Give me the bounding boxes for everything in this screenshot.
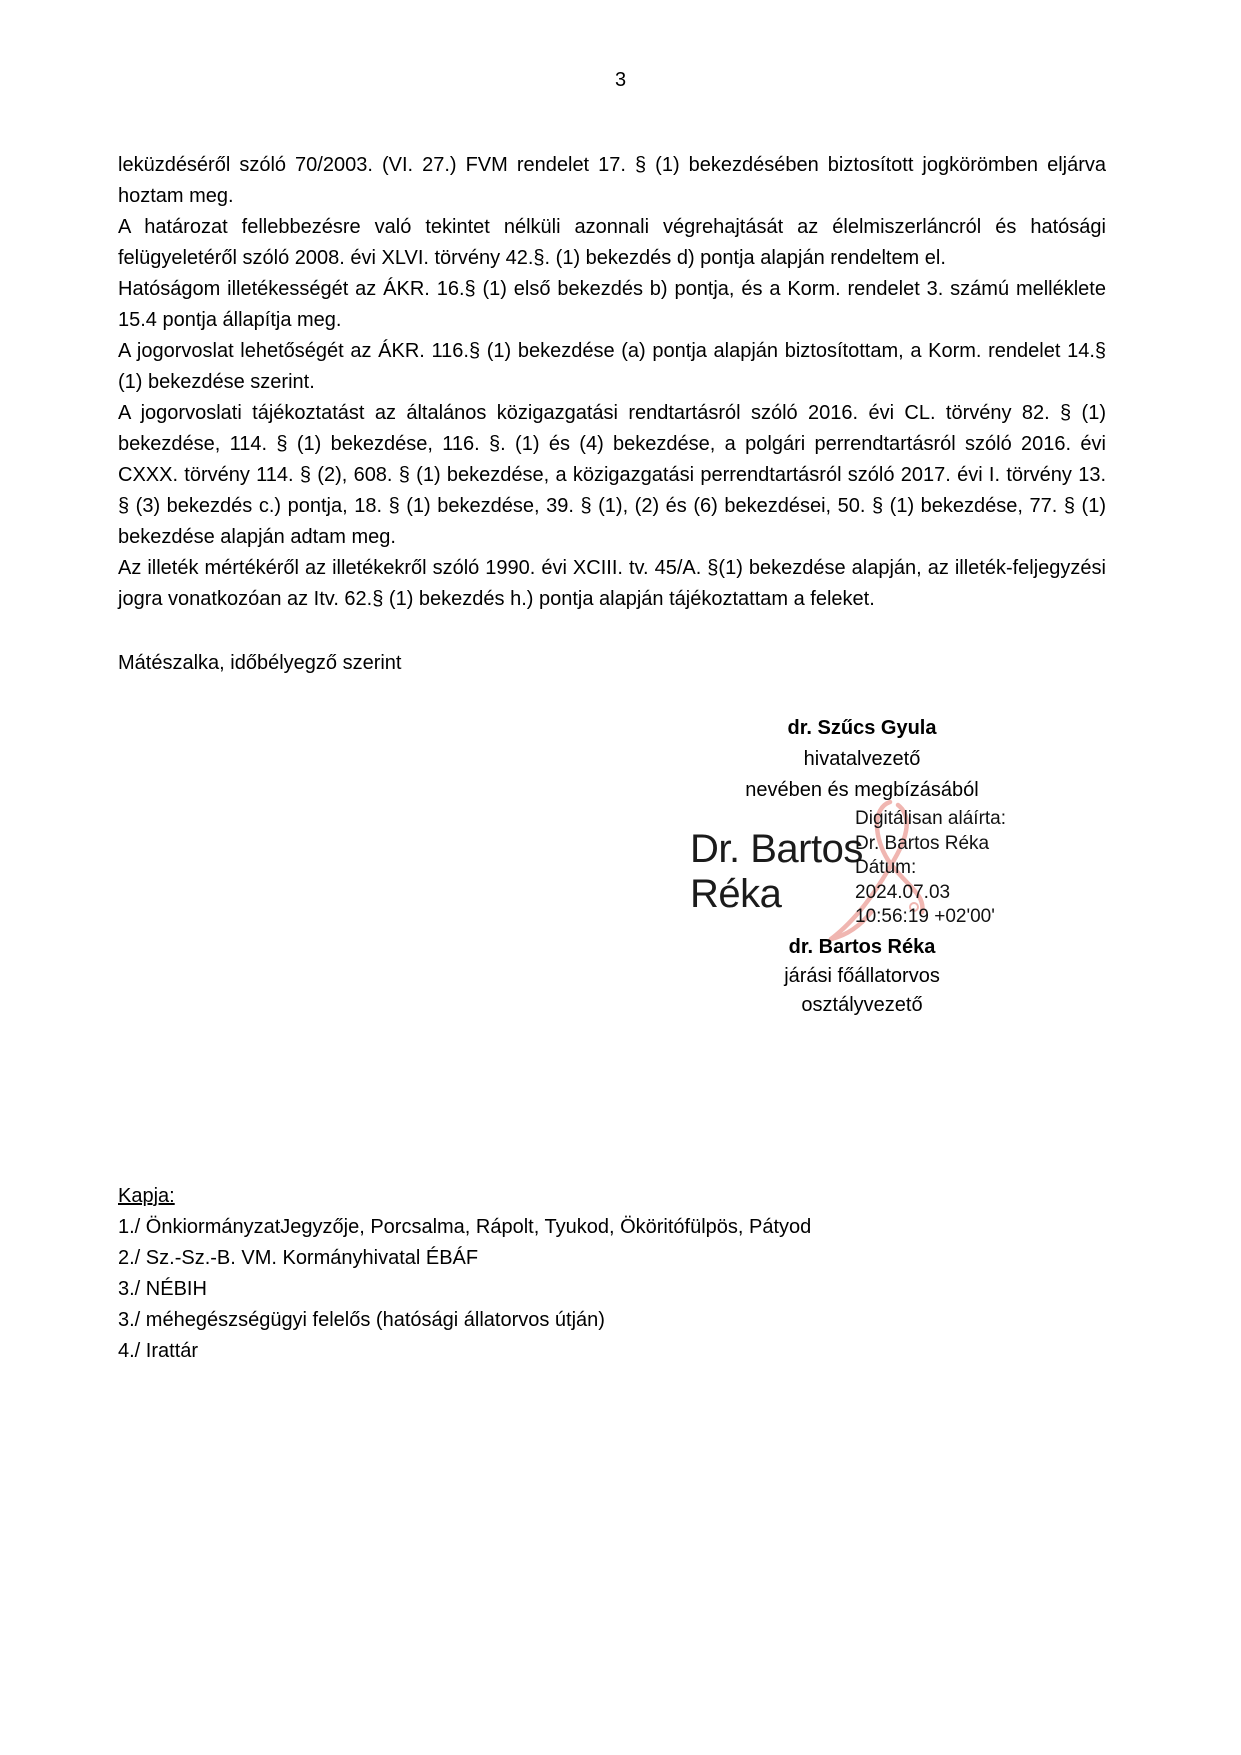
distribution-item: 2./ Sz.-Sz.-B. VM. Kormányhivatal ÉBÁF bbox=[118, 1247, 479, 1269]
distribution-item: 4./ Irattár bbox=[118, 1340, 199, 1362]
on-behalf-text: nevében és megbízásából bbox=[745, 779, 979, 801]
signature-details-line: 2024.07.03 bbox=[855, 881, 951, 903]
signature-details bbox=[855, 807, 1135, 930]
paragraph: A jogorvoslat lehetőségét az ÁKR. 116.§ (1) bekezdése (a) pontja alapján biztosítottam, a Korm. rendelet 14.§ (1) bekezdése szerint. bbox=[118, 340, 1106, 393]
signature-appearance-name: Dr. Bartos Réka bbox=[690, 827, 863, 916]
signature-details-line: Dátum: bbox=[855, 857, 917, 878]
principal-signer-block bbox=[562, 713, 1162, 806]
distribution-item: 3./ méhegészségügyi felelős (hatósági állatorvos útján) bbox=[118, 1309, 605, 1331]
signature-details-line: 10:56:19 +02'00' bbox=[855, 906, 995, 927]
signatory-title: osztályvezető bbox=[801, 994, 923, 1016]
signature-details-line: Digitálisan aláírta: bbox=[855, 808, 1007, 829]
signatory-block bbox=[562, 933, 1162, 1020]
distribution-list bbox=[118, 1181, 1106, 1367]
paragraph: A határozat fellebbezésre való tekintet nélküli azonnali végrehajtását az élelmiszerláncról és hatósági felügyeletéről szóló 2008. évi XLVI. törvény 42.§. (1) bekezdés d) pontja alapján rendeltem el. bbox=[118, 216, 1106, 269]
page-number: 3 bbox=[614, 69, 627, 91]
signature-details-line: Dr. Bartos Réka bbox=[855, 832, 990, 854]
paragraph: leküzdéséről szóló 70/2003. (VI. 27.) FVM rendelet 17. § (1) bekezdésében biztosított jogkörömben eljárva hoztam meg. bbox=[118, 154, 1106, 207]
paragraph: Az illeték mértékéről az illetékekről szóló 1990. évi XCIII. tv. 45/A. §(1) bekezdése alapján, az illeték-feljegyzési jogra vonatkozóan az Itv. 62.§ (1) bekezdés h.) pontja alapján tájékoztattam a feleket. bbox=[118, 557, 1106, 610]
distribution-item: 3./ NÉBIH bbox=[118, 1278, 207, 1300]
principal-title: hivatalvezető bbox=[803, 748, 921, 770]
signatory-name: dr. Bartos Réka bbox=[788, 936, 936, 958]
signatory-title: járási főállatorvos bbox=[784, 965, 940, 987]
paragraph: A jogorvoslati tájékoztatást az általános közigazgatási rendtartásról szóló 2016. évi CL. törvény 82. § (1) bekezdése, 114. § (1) bekezdése, 116. §. (1) és (4) bekezdése, a polgári perrendtartásról szóló 2016. évi CXXX. törvény 114. § (2), 608. § (1) bekezdése, a közigazgatási perrendtartásról szóló 2017. évi I. törvény 13. § (3) bekezdés c.) pontja, 18. § (1) bekezdése, 39. § (1), (2) és (6) bekezdései, 50. § (1) bekezdése, 77. § (1) bekezdése alapján adtam meg. bbox=[118, 402, 1106, 548]
paragraph: Hatóságom illetékességét az ÁKR. 16.§ (1) első bekezdés b) pontja, és a Korm. rendelet 3. számú melléklete 15.4 pontja állapítja meg. bbox=[118, 278, 1106, 331]
principal-name: dr. Szűcs Gyula bbox=[787, 717, 937, 739]
dateline: Mátészalka, időbélyegző szerint bbox=[118, 652, 402, 674]
distribution-heading: Kapja: bbox=[118, 1185, 175, 1207]
distribution-item: 1./ ÖnkiormányzatJegyzője, Porcsalma, Rápolt, Tyukod, Ököritófülpös, Pátyod bbox=[118, 1216, 812, 1238]
body-paragraphs bbox=[118, 150, 1106, 615]
